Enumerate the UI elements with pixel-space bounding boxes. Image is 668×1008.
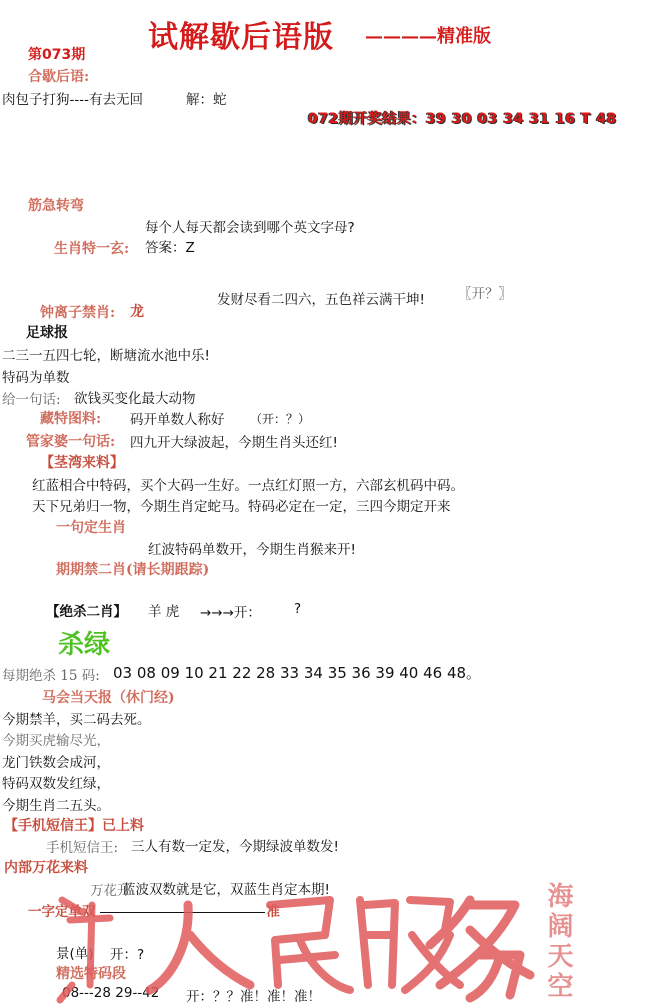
horse-line4: 特码双数发红绿， bbox=[2, 776, 110, 792]
housekeeper-label: 管家婆一句话: bbox=[26, 434, 116, 450]
selected-open: 开：？？准！准！准！ bbox=[186, 989, 321, 1005]
last-result: 072期开奖结果：39 30 03 34 31 16 T 48 bbox=[308, 111, 617, 127]
hidden-pic-text: 码开单数人称好 bbox=[130, 412, 225, 428]
housekeeper-text: 四九开大绿波起，今期生肖头还红! bbox=[130, 435, 338, 451]
phrase-text: 欲钱买变化最大动物 bbox=[74, 391, 196, 407]
one-word-label: 一字定单双 bbox=[28, 904, 96, 920]
one-word-divider bbox=[100, 912, 265, 913]
kill-two-value: 羊 虎 bbox=[148, 604, 180, 620]
selected-range: 08---28 29--42 bbox=[62, 985, 160, 1001]
wanhua-prefix: 万花开 bbox=[90, 883, 131, 899]
forbid-two-label: 期期禁二肖(请长期跟踪) bbox=[56, 562, 210, 578]
chawan-label: 【茎湾来料】 bbox=[40, 455, 124, 471]
kill-color: 杀绿 bbox=[58, 630, 111, 660]
chawan-line1: 红蓝相合中特码，买个大码一生好。一点红灯照一方，六部玄机码中码。 bbox=[32, 478, 464, 494]
horse-report-label: 马会当天报（休门经) bbox=[42, 690, 175, 706]
wanhua-text: 蓝波双数就是它，双蓝生肖定本期! bbox=[122, 882, 330, 898]
sms-king-label: 【手机短信王】已上料 bbox=[4, 818, 144, 834]
scene-text: 景(单) bbox=[56, 946, 94, 962]
zodiac-label: 生肖特一玄: bbox=[54, 241, 130, 257]
sms-king-text: 三人有数一定发，今期绿波单数发! bbox=[131, 839, 339, 855]
kill-two-open: ? bbox=[294, 601, 302, 617]
fifteen-numbers: 03 08 09 10 21 22 28 33 34 35 36 39 40 46 48。 bbox=[113, 664, 482, 682]
poem-text: 发财尽看二四六，五色祥云满干坤! bbox=[217, 292, 425, 308]
selected-label: 精选特码段 bbox=[56, 966, 126, 982]
one-word-row bbox=[28, 900, 280, 920]
page-title: 试解歇后语版 bbox=[148, 20, 334, 55]
phrase-label: 给一句话: bbox=[2, 392, 61, 408]
one-word-suffix: 准 bbox=[266, 904, 280, 920]
teaser-question: 每个人每天都会读到哪个英文字母? bbox=[145, 220, 355, 236]
football-line2: 特码为单数 bbox=[2, 370, 70, 386]
hidden-pic-open: （开：？） bbox=[250, 412, 311, 426]
one-sentence-text: 红波特码单数开，今期生肖猴来开! bbox=[148, 542, 356, 558]
horse-line3: 龙门铁数会成河， bbox=[2, 755, 110, 771]
football-line1: 二三一五四七轮，断塘流水池中乐! bbox=[2, 348, 210, 364]
poem-open: 〖开？〗 bbox=[458, 286, 512, 302]
riddle-answer: 解：蛇 bbox=[186, 92, 227, 108]
horse-line2: 今期买虎输尽光， bbox=[2, 733, 110, 749]
sms-king-prefix: 手机短信王: bbox=[46, 840, 119, 856]
wanhua-label: 内部万花来料 bbox=[4, 860, 88, 876]
horse-line5: 今期生肖二五头。 bbox=[2, 798, 110, 814]
teaser-answer: 答案：Z bbox=[145, 240, 195, 256]
horse-line1: 今期禁羊，买二码去死。 bbox=[2, 712, 151, 728]
chawan-line2: 天下兄弟归一物，今期生肖定蛇马。特码必定在一定，三四今期定开来 bbox=[32, 499, 451, 515]
kill-two-label: 【绝杀二肖】 bbox=[46, 604, 127, 620]
title-suffix: ————精准版 bbox=[365, 26, 491, 47]
teaser-label: 筋急转弯 bbox=[28, 198, 84, 214]
football-label: 足球报 bbox=[26, 325, 68, 341]
zhong-value: 龙 bbox=[130, 304, 144, 320]
riddle-label: 合歇后语: bbox=[28, 69, 90, 85]
fifteen-label: 每期绝杀 15 码: bbox=[2, 668, 100, 684]
one-sentence-label: 一句定生肖 bbox=[56, 520, 126, 536]
watermark-side-text: 海阔天空 bbox=[543, 882, 573, 1002]
issue-number: 第073期 bbox=[28, 47, 86, 63]
riddle-text: 肉包子打狗----有去无回 bbox=[2, 92, 143, 108]
hidden-pic-label: 藏特图料: bbox=[40, 411, 102, 427]
scene-open: 开：? bbox=[110, 947, 145, 963]
kill-two-arrows: →→→开： bbox=[200, 605, 261, 621]
zhong-label: 钟离子禁肖: bbox=[40, 305, 116, 321]
